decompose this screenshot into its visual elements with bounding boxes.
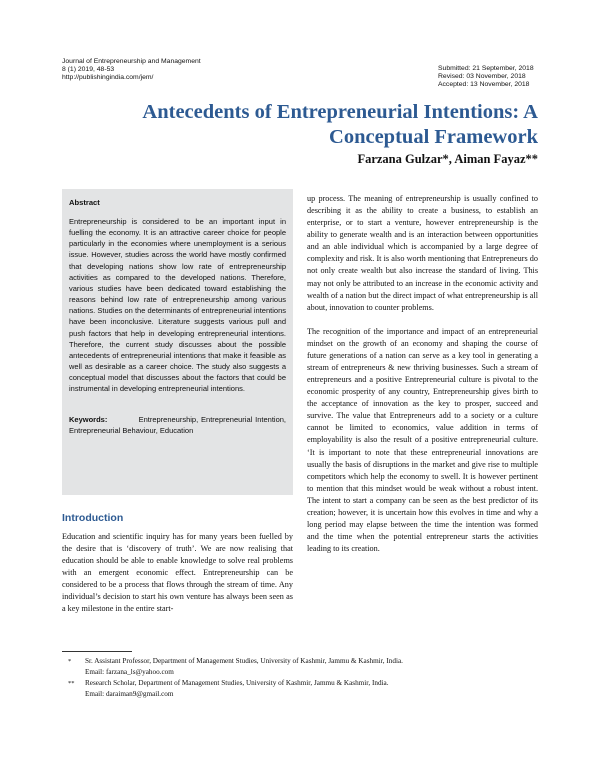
authors: Farzana Gulzar*, Aiman Fayaz**: [357, 152, 538, 166]
submission-dates: [438, 65, 534, 90]
paragraph: The recognition of the importance and impact of an entrepreneurial mindset on the growth of an economy and shaping the course of future generations of a nation can serve as a key tool in generating a stream of entrepreneurs & new thriving businesses. Such a stream of entrepreneurs and a positive Entrepreneurial culture is pivotal to the economic prosperity of any country, Entrepreneurship gives birth to the acceptance of innovation as the key to prosper, succeed and survive. The value that Entrepreneurs add to a society or a culture cannot be limited to economics, value addition in terms of employability is also the result of a positive entrepreneurial culture. ‘It is important to note that these entrepreneurial innovations are usually the basis of disruptions in the market and give rise to multiple competitors which help the economy to swell. It is however pertinent to mention that this mindset would be weak without a robust intent. The intent to start a company can be seen as the best predictor of its creation; however, it is uncertain how this evolves in time and why a long period may elapse between the time the intention was formed and the time when the potential entrepreneur starts the activities leading to its creation.: [307, 326, 538, 554]
abstract-text: Entrepreneurship is considered to be an important input in fuelling the economy. It is an attractive career choice for people particularly in the economies where unemployment is a serious issue. However, studies across the world have mostly confirmed that developing nations show low rate of entrepreneurship activities as compared to the developed nations. Therefore, various studies have been dedicated toward establishing the reasons behind low rate of entrepreneurship among various nations. Studies on the determinants of entrepreneurial intentions have been inconclusive. Literature suggests various pull and push factors that help in developing entrepreneurial intentions. Therefore, the current study discusses about the possible antecedents of entrepreneurial intentions that make it feasible as well as desirable as a career choice. The study also suggests a conceptual model that discusses about the factors that could be instrumental in developing entrepreneurial intentions.: [69, 217, 286, 394]
footnote-email[interactable]: Email: farzana_ls@yahoo.com: [85, 668, 174, 676]
abstract-box: [62, 189, 293, 495]
keywords-label: Keywords:: [69, 414, 108, 424]
right-column: [307, 193, 538, 555]
introduction-heading: Introduction: [62, 512, 124, 524]
accepted-date: Accepted: 13 November, 2018: [438, 81, 530, 89]
journal-name: Journal of Entrepreneurship and Management: [62, 58, 201, 65]
footnote-email[interactable]: Email: daraiman9@gmail.com: [85, 690, 174, 698]
footnote-mark: *: [68, 658, 72, 665]
journal-url[interactable]: http://publishingindia.com/jem/: [62, 74, 154, 82]
keywords: [69, 414, 286, 436]
submitted-date: Submitted: 21 September, 2018: [438, 65, 534, 72]
footnote-divider: [62, 651, 132, 652]
footnote-affiliation: Research Scholar, Department of Management Studies, University of Kashmir, Jammu & Kashmir, India.: [85, 679, 389, 687]
footnote-affiliation: Sr. Assistant Professor, Department of Management Studies, University of Kashmir, Jammu & Kashmir, India.: [85, 657, 403, 665]
revised-date: Revised: 03 November, 2018: [438, 73, 526, 81]
paragraph: up process. The meaning of entrepreneurship is usually confined to describing it as the ability to create a business, to establish an enterprise, or to start a venture, however entrepreneurship is the ability to generate wealth and is an interaction between opportunities and an able individual which is accompanied by a large degree of complexity and risk. It is also worth mentioning that Entrepreneurs do not only create wealth but also increase the standard of living. This may not only be attributed to an increase in the economic activity and wealth of a nation but the direct impact of what entrepreneurship is all about, innovation to counter problems.: [307, 194, 538, 312]
introduction-text: Education and scientific inquiry has for many years been fuelled by the desire that is ‘discovery of truth’. We are now realising that education should be able to enable knowledge to solve real problems with an emergent economic effect. Entrepreneurship can be considered to be a process that flows through the stream of time. Any individual’s decision to start his own venture has always been seen as a key milestone in the entire start-: [62, 532, 293, 614]
footnote: [68, 656, 403, 678]
keywords-text: Entrepreneurship, Entrepreneurial Intention, Entrepreneurial Behaviour, Education: [69, 414, 286, 435]
footnote: [68, 678, 403, 700]
footnote-mark: **: [68, 680, 75, 687]
journal-info: [62, 58, 201, 83]
journal-issue: 8 (1) 2019, 48-53: [62, 66, 115, 74]
abstract-heading: Abstract: [69, 198, 100, 207]
paper-title: Antecedents of Entrepreneurial Intentions: A Conceptual Framework: [142, 101, 538, 148]
footnotes: [68, 656, 403, 700]
